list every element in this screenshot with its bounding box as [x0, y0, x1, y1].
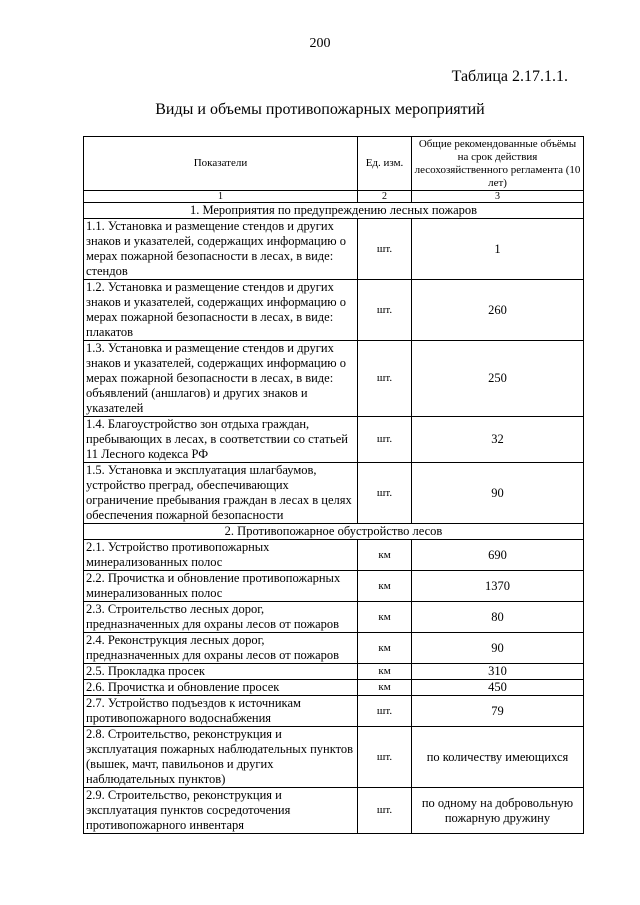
row-value: 450 [412, 680, 584, 696]
measures-table [83, 136, 584, 834]
table-id: Таблица 2.17.1.1. [451, 68, 568, 85]
row-name: 2.3. Строительство лесных дорог, предназначенных для охраны лесов от пожаров [84, 602, 358, 633]
header-volume: Общие рекомендованные объёмы на срок действия лесохозяйственного регламента (10 лет) [412, 137, 584, 191]
row-name: 2.6. Прочистка и обновление просек [84, 680, 358, 696]
section-row [84, 524, 584, 540]
row-unit: шт. [358, 788, 412, 834]
row-unit: шт. [358, 417, 412, 463]
row-value: 250 [412, 341, 584, 417]
section-title: 2. Противопожарное обустройство лесов [84, 524, 584, 540]
row-unit: шт. [358, 463, 412, 524]
table-row [84, 219, 584, 280]
table-row [84, 680, 584, 696]
row-name: 2.9. Строительство, реконструкция и эксплуатация пунктов сосредоточения противопожарного инвентаря [84, 788, 358, 834]
column-number: 2 [358, 191, 412, 203]
table-row [84, 463, 584, 524]
row-name: 2.5. Прокладка просек [84, 664, 358, 680]
page-number: 200 [309, 36, 331, 51]
column-number: 3 [412, 191, 584, 203]
row-unit: км [358, 664, 412, 680]
row-unit: км [358, 680, 412, 696]
row-unit: км [358, 571, 412, 602]
table-row [84, 540, 584, 571]
table-row [84, 602, 584, 633]
row-name: 2.1. Устройство противопожарных минерализованных полос [84, 540, 358, 571]
row-unit: шт. [358, 280, 412, 341]
row-unit: шт. [358, 219, 412, 280]
table-row [84, 280, 584, 341]
row-value: 1370 [412, 571, 584, 602]
column-number-row [84, 191, 584, 203]
section-row [84, 203, 584, 219]
row-unit: км [358, 540, 412, 571]
row-value: 90 [412, 633, 584, 664]
row-value: 80 [412, 602, 584, 633]
table-row [84, 664, 584, 680]
row-value: 1 [412, 219, 584, 280]
row-name: 1.3. Установка и размещение стендов и других знаков и указателей, содержащих информацию о мерах пожарной безопасности в лесах, в виде: объявлений (аншлагов) и других знаков и указателей [84, 341, 358, 417]
row-value: 260 [412, 280, 584, 341]
row-unit: шт. [358, 341, 412, 417]
row-value: по количеству имеющихся [412, 727, 584, 788]
row-value: 32 [412, 417, 584, 463]
table-row [84, 417, 584, 463]
row-unit: км [358, 633, 412, 664]
header-indicators: Показатели [84, 137, 358, 191]
row-name: 2.8. Строительство, реконструкция и эксплуатация пожарных наблюдательных пунктов (вышек, мачт, павильонов и других наблюдательных пунктов) [84, 727, 358, 788]
table-row [84, 341, 584, 417]
table-row [84, 696, 584, 727]
page-title: Виды и объемы противопожарных мероприятий [155, 101, 485, 118]
table-row [84, 571, 584, 602]
section-title: 1. Мероприятия по предупреждению лесных пожаров [84, 203, 584, 219]
row-unit: шт. [358, 727, 412, 788]
row-name: 2.4. Реконструкция лесных дорог, предназначенных для охраны лесов от пожаров [84, 633, 358, 664]
table-row [84, 633, 584, 664]
row-name: 1.1. Установка и размещение стендов и других знаков и указателей, содержащих информацию о мерах пожарной безопасности в лесах, в виде: стендов [84, 219, 358, 280]
row-name: 2.2. Прочистка и обновление противопожарных минерализованных полос [84, 571, 358, 602]
row-name: 1.4. Благоустройство зон отдыха граждан, пребывающих в лесах, в соответствии со статьей 11 Лесного кодекса РФ [84, 417, 358, 463]
column-number: 1 [84, 191, 358, 203]
row-value: 310 [412, 664, 584, 680]
row-value: 690 [412, 540, 584, 571]
table-row [84, 727, 584, 788]
row-name: 2.7. Устройство подъездов к источникам противопожарного водоснабжения [84, 696, 358, 727]
row-value: 79 [412, 696, 584, 727]
row-name: 1.5. Установка и эксплуатация шлагбаумов, устройство преград, обеспечивающих ограничение пребывания граждан в лесах в целях обеспечения пожарной безопасности [84, 463, 358, 524]
row-value: 90 [412, 463, 584, 524]
row-name: 1.2. Установка и размещение стендов и других знаков и указателей, содержащих информацию о мерах пожарной безопасности в лесах, в виде: плакатов [84, 280, 358, 341]
row-value: по одному на добровольную пожарную дружину [412, 788, 584, 834]
row-unit: км [358, 602, 412, 633]
table-row [84, 788, 584, 834]
header-unit: Ед. изм. [358, 137, 412, 191]
row-unit: шт. [358, 696, 412, 727]
table-header-row [84, 137, 584, 191]
